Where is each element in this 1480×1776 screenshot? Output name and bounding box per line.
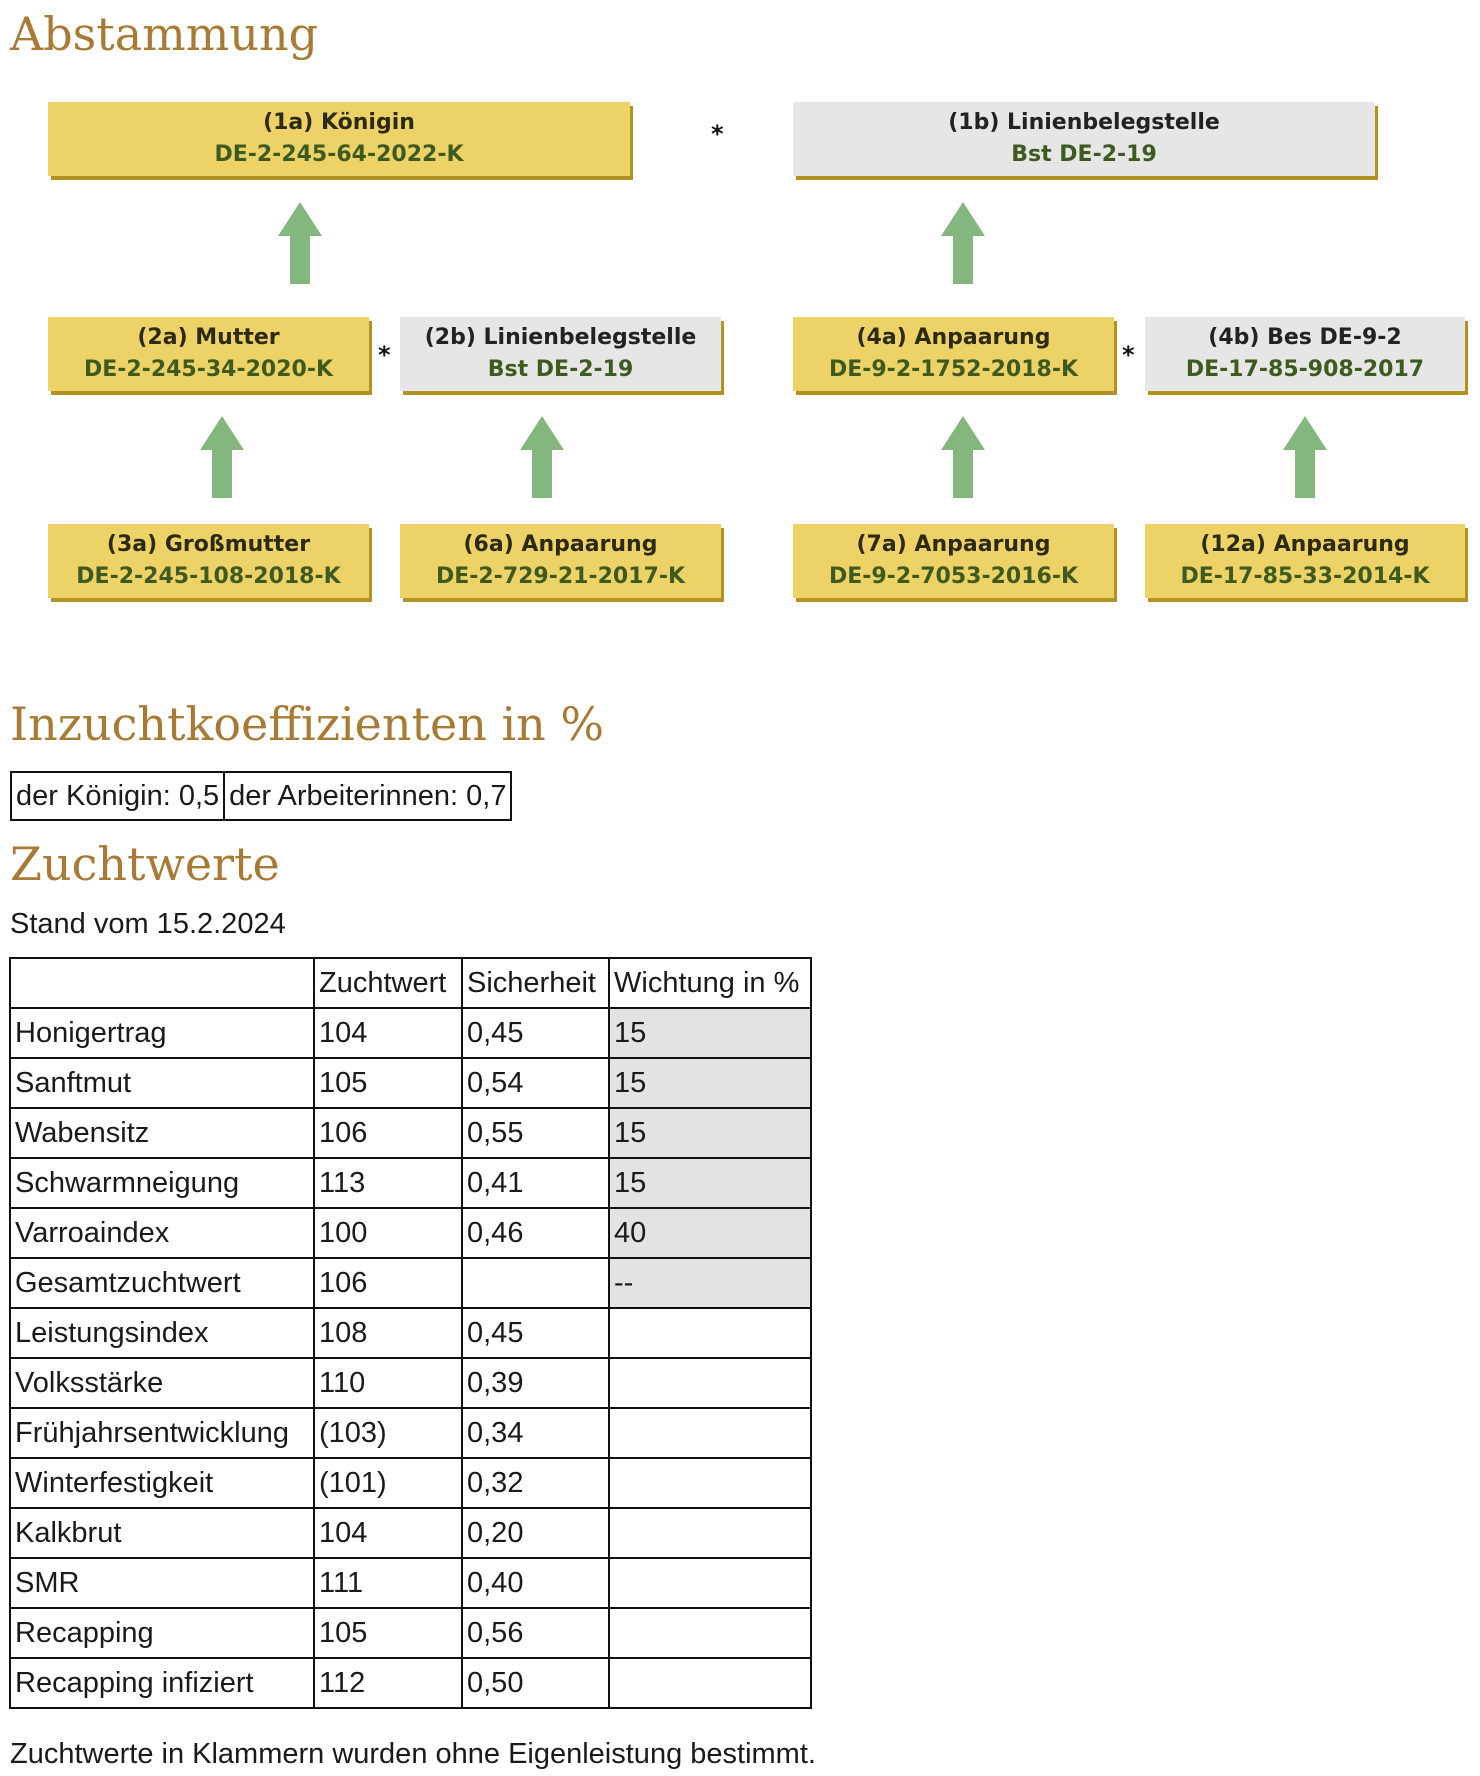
arrow-up-icon <box>278 202 322 284</box>
reliability: 0,55 <box>462 1108 609 1158</box>
reliability: 0,39 <box>462 1358 609 1408</box>
table-row <box>10 1458 811 1508</box>
table-header-row <box>10 958 811 1008</box>
box-label: (7a) Anpaarung <box>856 532 1051 557</box>
reliability: 0,32 <box>462 1458 609 1508</box>
footnote: Zuchtwerte in Klammern wurden ohne Eigenleistung bestimmt. <box>10 1738 816 1770</box>
breeding-value: 105 <box>314 1608 462 1658</box>
table-row <box>10 1658 811 1708</box>
reliability: 0,54 <box>462 1058 609 1108</box>
weighting <box>609 1458 811 1508</box>
inbreeding-queen: der Königin: 0,5 <box>11 772 224 820</box>
reliability: 0,45 <box>462 1008 609 1058</box>
weighting <box>609 1408 811 1458</box>
weighting: 15 <box>609 1108 811 1158</box>
table-row <box>10 1558 811 1608</box>
trait-name: Kalkbrut <box>10 1508 314 1558</box>
heading-inzucht: Inzuchtkoeffizienten in % <box>10 697 605 751</box>
pedigree-box-1a <box>48 102 630 176</box>
breeding-value: 104 <box>314 1508 462 1558</box>
weighting <box>609 1558 811 1608</box>
pairing-star: * <box>378 341 391 369</box>
pedigree-box-4b <box>1145 317 1465 391</box>
arrow-up-icon <box>941 202 985 284</box>
trait-name: Recapping infiziert <box>10 1658 314 1708</box>
breeding-value: 110 <box>314 1358 462 1408</box>
stand-date: Stand vom 15.2.2024 <box>10 908 286 940</box>
reliability: 0,50 <box>462 1658 609 1708</box>
table-row <box>10 1108 811 1158</box>
arrow-up-icon <box>200 416 244 498</box>
trait-name: Wabensitz <box>10 1108 314 1158</box>
box-label: (4b) Bes DE-9-2 <box>1208 325 1402 350</box>
table-row <box>10 1608 811 1658</box>
box-label: (2a) Mutter <box>137 325 280 350</box>
breeding-value: 112 <box>314 1658 462 1708</box>
pedigree-box-1b <box>793 102 1375 176</box>
pedigree-box-4a <box>793 317 1114 391</box>
inbreeding-table <box>10 771 512 821</box>
breeding-value: 113 <box>314 1158 462 1208</box>
pedigree-box-12a <box>1145 524 1465 598</box>
pedigree-box-2b <box>400 317 721 391</box>
breeding-value: 111 <box>314 1558 462 1608</box>
weighting: 15 <box>609 1058 811 1108</box>
reliability: 0,34 <box>462 1408 609 1458</box>
breeding-value: (101) <box>314 1458 462 1508</box>
col-header: Wichtung in % <box>609 958 811 1008</box>
trait-name: Honigertrag <box>10 1008 314 1058</box>
breeding-value: 105 <box>314 1058 462 1108</box>
trait-name: Sanftmut <box>10 1058 314 1108</box>
box-id: DE-9-2-1752-2018-K <box>828 357 1079 382</box>
breeding-value: (103) <box>314 1408 462 1458</box>
pedigree-box-3a <box>48 524 369 598</box>
table-row <box>10 1358 811 1408</box>
box-id: Bst DE-2-19 <box>1011 142 1157 167</box>
box-id: DE-17-85-908-2017 <box>1185 357 1425 382</box>
inbreeding-workers: der Arbeiterinnen: 0,7 <box>224 772 511 820</box>
pedigree-box-7a <box>793 524 1114 598</box>
box-label: (12a) Anpaarung <box>1200 532 1410 557</box>
breeding-value: 106 <box>314 1258 462 1308</box>
box-label: (6a) Anpaarung <box>463 532 658 557</box>
weighting <box>609 1608 811 1658</box>
reliability: 0,20 <box>462 1508 609 1558</box>
weighting <box>609 1308 811 1358</box>
breeding-value: 106 <box>314 1108 462 1158</box>
trait-name: Volksstärke <box>10 1358 314 1408</box>
breeding-value: 100 <box>314 1208 462 1258</box>
table-row <box>10 1208 811 1258</box>
heading-zuchtwerte: Zuchtwerte <box>10 837 280 891</box>
pedigree-box-2a <box>48 317 369 391</box>
trait-name: Gesamtzuchtwert <box>10 1258 314 1308</box>
weighting <box>609 1358 811 1408</box>
box-label: (4a) Anpaarung <box>856 325 1051 350</box>
weighting: 15 <box>609 1008 811 1058</box>
weighting: 40 <box>609 1208 811 1258</box>
box-label: (3a) Großmutter <box>106 532 311 557</box>
table-row <box>10 1308 811 1358</box>
reliability: 0,46 <box>462 1208 609 1258</box>
table-row <box>10 1158 811 1208</box>
trait-name: Winterfestigkeit <box>10 1458 314 1508</box>
reliability: 0,56 <box>462 1608 609 1658</box>
table-row <box>10 1058 811 1108</box>
table-row <box>10 1508 811 1558</box>
box-label: (1a) Königin <box>263 110 415 135</box>
box-id: DE-2-245-108-2018-K <box>76 564 341 589</box>
trait-name: SMR <box>10 1558 314 1608</box>
box-id: DE-2-245-64-2022-K <box>214 142 464 167</box>
table-row <box>10 1258 811 1308</box>
col-header <box>10 958 314 1008</box>
col-header: Zuchtwert <box>314 958 462 1008</box>
pairing-star: * <box>1122 341 1135 369</box>
pedigree-box-6a <box>400 524 721 598</box>
weighting <box>609 1508 811 1558</box>
arrow-up-icon <box>941 416 985 498</box>
table-row <box>10 1408 811 1458</box>
trait-name: Varroaindex <box>10 1208 314 1258</box>
weighting: -- <box>609 1258 811 1308</box>
trait-name: Leistungsindex <box>10 1308 314 1358</box>
box-id: DE-2-729-21-2017-K <box>435 564 686 589</box>
trait-name: Recapping <box>10 1608 314 1658</box>
box-id: DE-17-85-33-2014-K <box>1180 564 1430 589</box>
reliability: 0,41 <box>462 1158 609 1208</box>
box-id: Bst DE-2-19 <box>487 357 634 382</box>
breeding-values-table <box>9 957 812 1709</box>
trait-name: Schwarmneigung <box>10 1158 314 1208</box>
reliability: 0,45 <box>462 1308 609 1358</box>
trait-name: Frühjahrsentwicklung <box>10 1408 314 1458</box>
weighting: 15 <box>609 1158 811 1208</box>
heading-abstammung: Abstammung <box>10 7 319 61</box>
pairing-star: * <box>711 120 724 148</box>
box-label: (2b) Linienbelegstelle <box>424 325 697 350</box>
reliability <box>462 1258 609 1308</box>
box-id: DE-9-2-7053-2016-K <box>828 564 1079 589</box>
breeding-value: 108 <box>314 1308 462 1358</box>
box-id: DE-2-245-34-2020-K <box>83 357 334 382</box>
breeding-value: 104 <box>314 1008 462 1058</box>
col-header: Sicherheit <box>462 958 609 1008</box>
reliability: 0,40 <box>462 1558 609 1608</box>
weighting <box>609 1658 811 1708</box>
arrow-up-icon <box>520 416 564 498</box>
arrow-up-icon <box>1283 416 1327 498</box>
box-label: (1b) Linienbelegstelle <box>948 110 1220 135</box>
table-row <box>10 1008 811 1058</box>
